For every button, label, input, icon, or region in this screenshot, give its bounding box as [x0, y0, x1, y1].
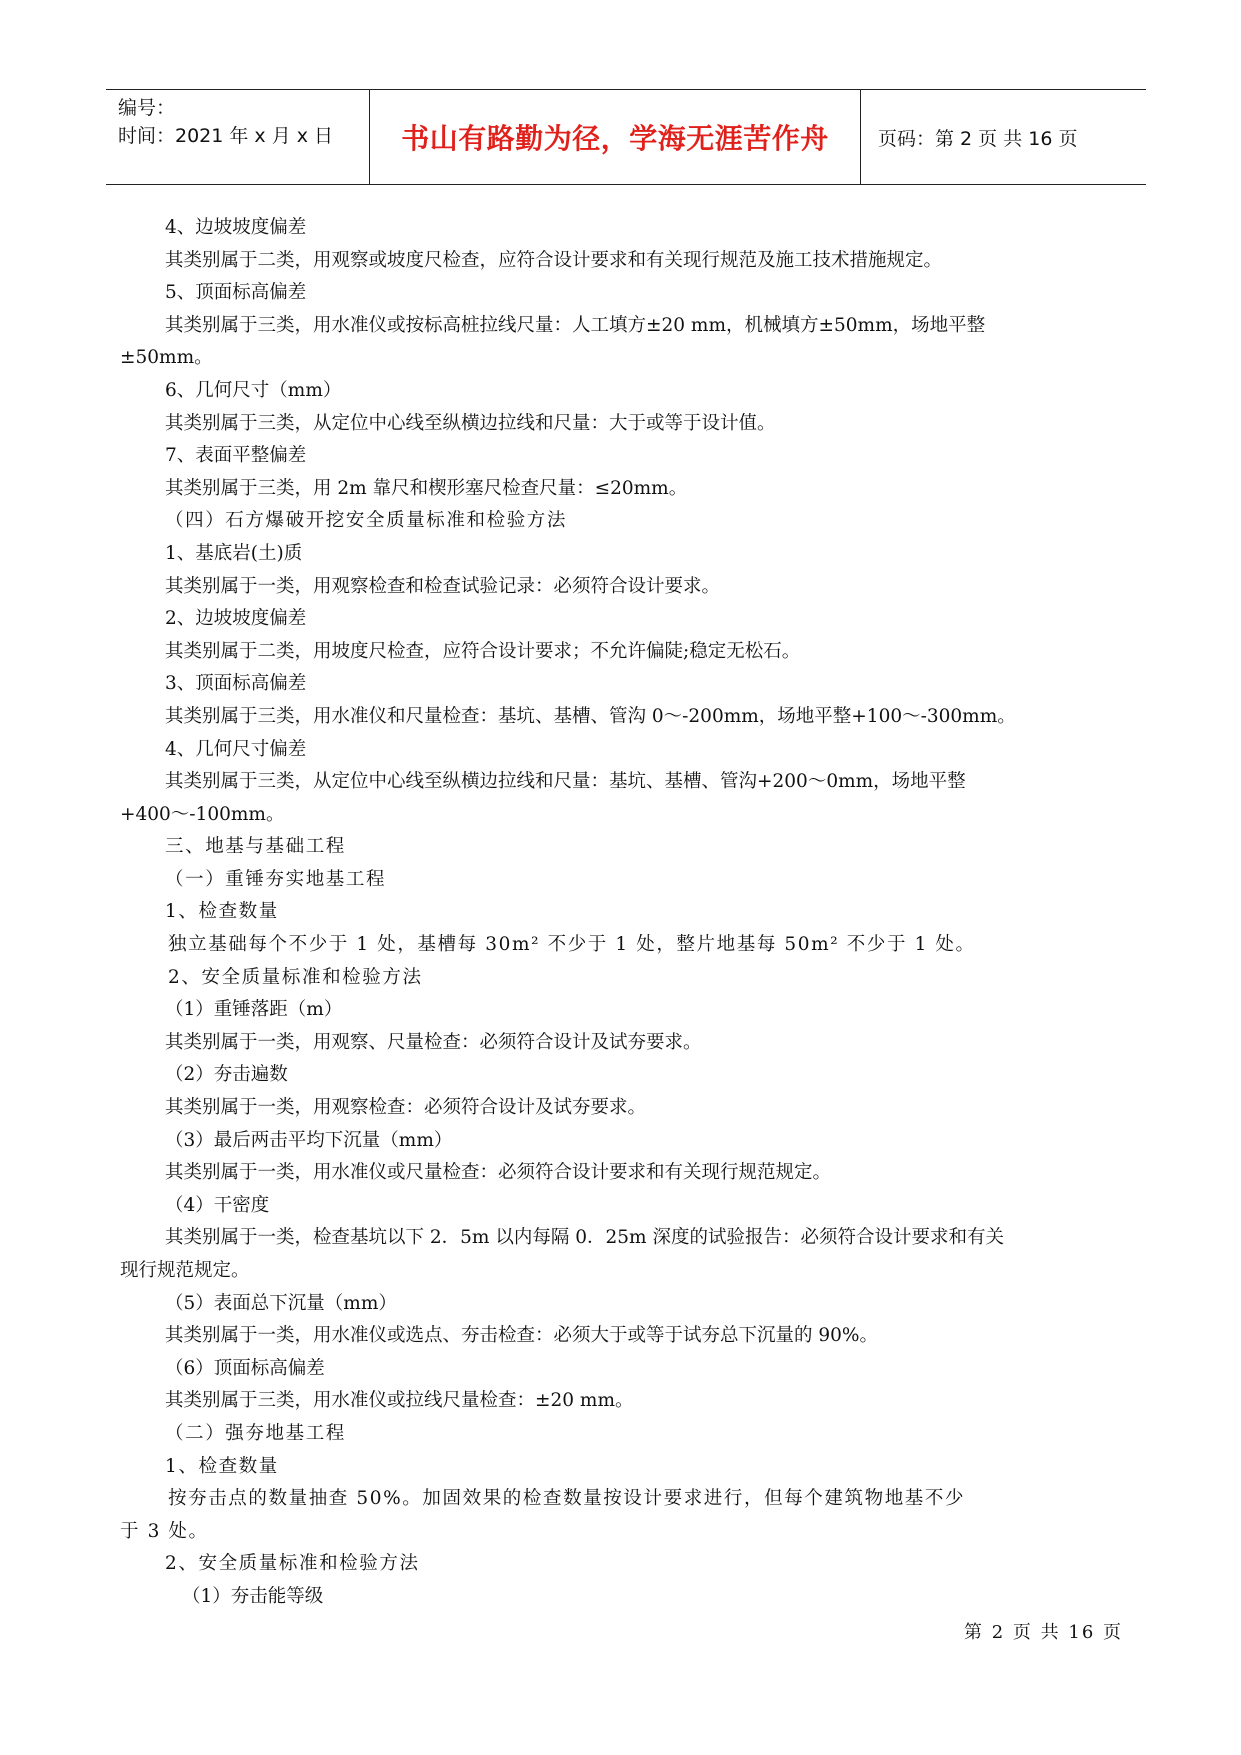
paragraph: 其类别属于二类，用坡度尺检查，应符合设计要求；不允许偏陡;稳定无松石。 — [165, 640, 801, 662]
sub-item-heading: （3）最后两击平均下沉量（mm） — [165, 1129, 453, 1151]
item-heading: 4、几何尺寸偏差 — [165, 738, 307, 760]
paragraph: 其类别属于一类，用观察检查：必须符合设计及试夯要求。 — [165, 1097, 647, 1119]
section-heading: （一）重锤夯实地基工程 — [165, 868, 387, 890]
paragraph: ±50mm。 — [120, 347, 213, 369]
paragraph: +400～-100mm。 — [120, 803, 285, 825]
item-heading: 2、安全质量标准和检验方法 — [168, 966, 423, 988]
sub-item-heading: （6）顶面标高偏差 — [165, 1357, 325, 1379]
header-page-code: 页码：第 2 页 共 16 页 — [878, 127, 1078, 150]
paragraph: 其类别属于三类，从定位中心线至纵横边拉线和尺量：大于或等于设计值。 — [165, 412, 776, 434]
paragraph: 其类别属于三类，用 2m 靠尺和楔形塞尺检查尺量：≤20mm。 — [165, 477, 688, 499]
paragraph: 现行规范规定。 — [120, 1260, 250, 1281]
item-heading: 1、检查数量 — [165, 901, 279, 923]
sub-item-heading: （5）表面总下沉量（mm） — [165, 1292, 397, 1314]
chapter-heading: 三、地基与基础工程 — [165, 836, 346, 858]
item-heading: 2、安全质量标准和检验方法 — [165, 1553, 420, 1575]
document-body — [120, 212, 1130, 1614]
paragraph: 其类别属于一类，用观察检查和检查试验记录：必须符合设计要求。 — [165, 575, 721, 597]
sub-item-heading: （1）夯击能等级 — [182, 1585, 324, 1607]
header-divider — [860, 90, 861, 184]
paragraph: 其类别属于二类，用观察或坡度尺检查，应符合设计要求和有关现行规范及施工技术措施规定。 — [165, 249, 943, 271]
sub-item-heading: （2）夯击遍数 — [165, 1064, 288, 1086]
item-heading: 3、顶面标高偏差 — [165, 673, 307, 695]
section-heading: （二）强夯地基工程 — [165, 1422, 346, 1444]
paragraph: 其类别属于一类，用观察、尺量检查：必须符合设计及试夯要求。 — [165, 1031, 702, 1053]
time-label: 时间：2021 年 x 月 x 日 — [118, 125, 334, 147]
paragraph: 其类别属于三类，用水准仪或拉线尺量检查：±20 mm。 — [165, 1390, 634, 1412]
paragraph: 按夯击点的数量抽查 50%。加固效果的检查数量按设计要求进行，但每个建筑物地基不少 — [168, 1488, 966, 1510]
paragraph: 其类别属于一类，用水准仪或选点、夯击检查：必须大于或等于试夯总下沉量的 90%。 — [165, 1325, 879, 1347]
header-motto: 书山有路勤为径，学海无涯苦作舟 — [401, 122, 829, 155]
paragraph: 其类别属于三类，用水准仪或按标高桩拉线尺量：人工填方±20 mm，机械填方±50mm，场地平整 — [165, 314, 986, 336]
item-heading: 1、检查数量 — [165, 1455, 279, 1477]
doc-number-label: 编号： — [118, 97, 176, 119]
paragraph: 其类别属于三类，从定位中心线至纵横边拉线和尺量：基坑、基槽、管沟+200～0mm，场地平整 — [165, 771, 966, 793]
item-heading: 5、顶面标高偏差 — [165, 282, 307, 304]
page-header — [106, 89, 1146, 185]
item-heading: 6、几何尺寸（mm） — [165, 379, 342, 401]
paragraph: 其类别属于三类，用水准仪和尺量检查：基坑、基槽、管沟 0～-200mm，场地平整+100～-300mm。 — [165, 705, 1016, 727]
paragraph: 其类别属于一类，用水准仪或尺量检查：必须符合设计要求和有关现行规范规定。 — [165, 1162, 832, 1184]
paragraph: 于 3 处。 — [120, 1520, 209, 1542]
sub-item-heading: （1）重锤落距（m） — [165, 999, 343, 1021]
section-heading: （四）石方爆破开挖安全质量标准和检验方法 — [165, 510, 568, 532]
paragraph: 独立基础每个不少于 1 处，基槽每 30m² 不少于 1 处，整片地基每 50m² 不少于 1 处。 — [168, 934, 976, 956]
item-heading: 4、边坡坡度偏差 — [165, 217, 307, 238]
paragraph: 其类别属于一类，检查基坑以下 2．5m 以内每隔 0．25m 深度的试验报告：必须符合设计要求和有关 — [165, 1227, 1004, 1249]
header-info — [118, 94, 358, 150]
sub-item-heading: （4）干密度 — [165, 1194, 270, 1216]
item-heading: 2、边坡坡度偏差 — [165, 608, 307, 630]
item-heading: 1、基底岩(土)质 — [165, 542, 303, 564]
item-heading: 7、表面平整偏差 — [165, 445, 307, 467]
page-footer: 第 2 页 共 16 页 — [964, 1622, 1123, 1643]
